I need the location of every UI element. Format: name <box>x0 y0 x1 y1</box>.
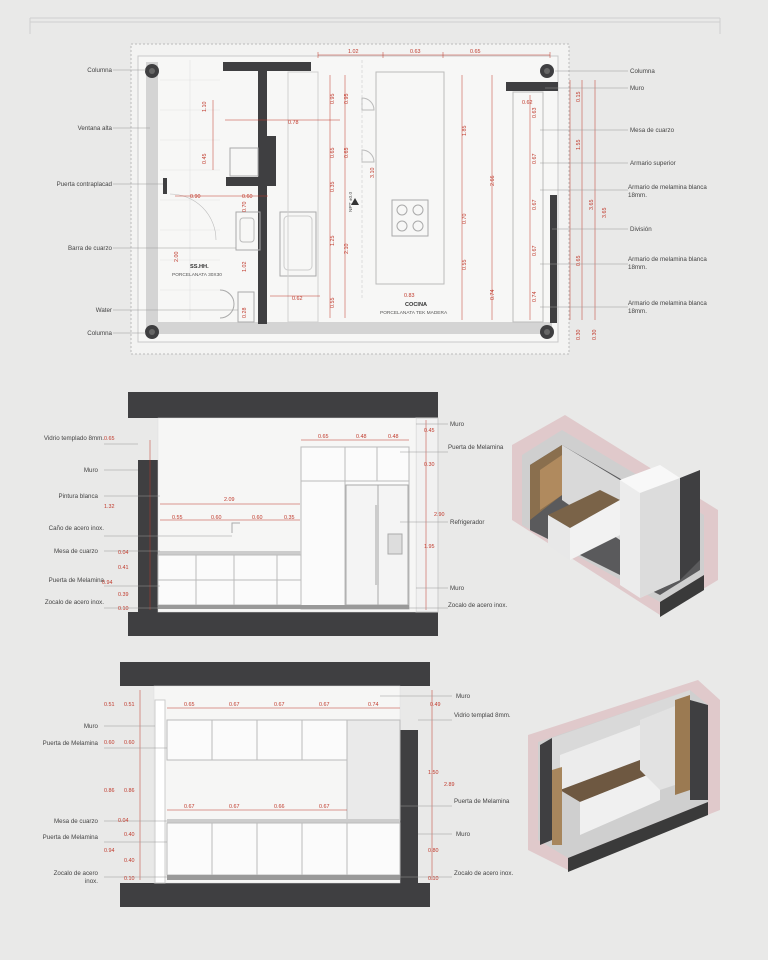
dim-label: 0.74 <box>490 289 496 300</box>
dim-label: 0.65 <box>330 147 336 158</box>
elev-label: Muro <box>83 467 98 474</box>
dim-label: 0.55 <box>462 259 468 270</box>
dim-label: 0.95 <box>330 93 336 104</box>
dim-label: 0.67 <box>274 702 285 708</box>
dim-label: 0.30 <box>424 462 435 468</box>
elevation-1 <box>104 392 448 636</box>
plan-labels-left <box>57 67 113 337</box>
dim-label: 0.70 <box>242 201 248 212</box>
elev-label: Puerta de Melamina <box>454 798 510 805</box>
dim-label: 0.48 <box>356 434 367 440</box>
elev-label: Muro <box>456 831 471 838</box>
dim-label: 2.66 <box>490 175 496 186</box>
dim-label: 0.04 <box>118 550 129 556</box>
dim-label: 1.10 <box>202 101 208 112</box>
dim-label: 0.48 <box>388 434 399 440</box>
dim-label: 0.40 <box>124 858 135 864</box>
dim-label: 0.60 <box>242 194 253 200</box>
plan-label: Ventana alta <box>77 125 112 132</box>
isometric-view-2 <box>528 680 720 872</box>
elevation-2 <box>104 662 452 907</box>
dim-label: 0.67 <box>184 804 195 810</box>
dim-label: 1.02 <box>242 261 248 272</box>
dim-label: 0.66 <box>274 804 285 810</box>
dim-label: 2.89 <box>444 782 455 788</box>
elev-label: Puerta de Melamina <box>448 444 504 451</box>
elev-label: Mesa de cuarzo <box>53 548 98 555</box>
elevation-2-labels-right <box>454 693 516 892</box>
dim-label: 1.95 <box>424 544 435 550</box>
elev-label: Puerta de Melamina <box>42 834 98 841</box>
plan-labels-right <box>628 68 708 322</box>
elevation-1-labels-left <box>30 435 104 621</box>
elev-label: Zocalo de acero inox. <box>454 870 514 877</box>
dim-label: 0.51 <box>124 702 135 708</box>
elev-label: Zocalo de acero inox. <box>448 602 508 609</box>
dim-label: 2.90 <box>434 512 445 518</box>
dim-label: 0.60 <box>104 740 115 746</box>
dim-label: 0.60 <box>124 740 135 746</box>
elev-label: Zocalo de acero inox. <box>44 599 104 606</box>
plan-label: Columna <box>87 330 112 337</box>
dim-label: 0.90 <box>190 194 201 200</box>
dim-label: 0.67 <box>229 702 240 708</box>
plan-label: Columna <box>630 68 655 75</box>
npt-label: NPT ±0.0 <box>349 191 354 212</box>
dim-label: 0.60 <box>252 515 263 521</box>
dim-label: 0.94 <box>104 848 115 854</box>
elev-label: Pintura blanca <box>58 493 98 500</box>
plan-label: División <box>630 226 652 233</box>
elev-label: Vidrio templado 8mm. <box>43 435 104 442</box>
elev-label: Mesa de cuarzo <box>53 818 98 825</box>
dim-label: 0.70 <box>462 213 468 224</box>
plan-label: Mesa de cuarzo <box>630 127 675 134</box>
kitchen-title: COCINA <box>405 302 428 308</box>
dim-label: 0.15 <box>576 91 582 102</box>
dim-label: 0.63 <box>410 49 421 55</box>
dim-label: 0.40 <box>124 832 135 838</box>
dim-label: 2.00 <box>174 251 180 262</box>
plan-label: Muro <box>630 85 645 92</box>
dim-label: 0.45 <box>202 153 208 164</box>
dim-label: 0.10 <box>124 876 135 882</box>
isometric-view-1 <box>512 415 718 617</box>
elev-label: Muro <box>450 421 465 428</box>
sheet-border <box>30 18 720 34</box>
dim-label: 0.65 <box>318 434 329 440</box>
dim-label: 0.65 <box>576 255 582 266</box>
dim-label: 0.83 <box>404 293 415 299</box>
plan-label: Armario de melamina blanca 18mm. <box>628 184 707 199</box>
dim-label: 3.65 <box>602 207 608 218</box>
plan-label: Barra de cuarzo <box>67 245 112 252</box>
dim-label: 1.02 <box>348 49 359 55</box>
dim-label: 0.86 <box>124 788 135 794</box>
plan-label: Columna <box>87 67 112 74</box>
dim-label: 0.60 <box>211 515 222 521</box>
dim-label: 0.55 <box>172 515 183 521</box>
elev-label: Muro <box>83 723 98 730</box>
dim-label: 0.80 <box>428 848 439 854</box>
dim-label: 0.28 <box>242 307 248 318</box>
dim-label: 1.25 <box>330 235 336 246</box>
dim-label: 3.10 <box>370 167 376 178</box>
dim-label: 0.35 <box>284 515 295 521</box>
dim-label: 0.65 <box>184 702 195 708</box>
plan-label: Armario de melamina blanca 18mm. <box>628 300 707 315</box>
dim-label: 0.67 <box>229 804 240 810</box>
dim-label: 0.95 <box>344 93 350 104</box>
dim-label: 0.86 <box>104 788 115 794</box>
dim-label: 0.67 <box>319 702 330 708</box>
dim-label: 1.32 <box>104 504 115 510</box>
bath-subtitle: PORCELANATA 30X30 <box>172 273 222 278</box>
elevation-2-labels-left <box>40 723 99 892</box>
dim-label: 0.65 <box>344 147 350 158</box>
dim-label: 0.74 <box>368 702 379 708</box>
elev-label: Refrigerador <box>450 519 485 526</box>
dim-label: 2.10 <box>344 243 350 254</box>
dim-label: 0.94 <box>102 580 113 586</box>
dim-label: 0.49 <box>430 702 441 708</box>
dim-label: 0.35 <box>330 181 336 192</box>
dim-label: 1.55 <box>576 139 582 150</box>
dim-label: 3.65 <box>589 199 595 210</box>
dim-label: 0.67 <box>532 153 538 164</box>
plan-label: Water <box>95 307 112 314</box>
elev-label: Muro <box>450 585 465 592</box>
dim-label: 0.39 <box>118 592 129 598</box>
dim-label: 0.78 <box>288 120 299 126</box>
dim-label: 0.67 <box>532 245 538 256</box>
dim-label: 0.45 <box>424 428 435 434</box>
dim-label: 0.10 <box>118 606 129 612</box>
dim-label: 0.65 <box>470 49 481 55</box>
dim-label: 0.65 <box>104 436 115 442</box>
dim-label: 0.67 <box>532 199 538 210</box>
dim-label: 0.55 <box>330 297 336 308</box>
dim-label: 2.09 <box>224 497 235 503</box>
elev-label: Muro <box>456 693 471 700</box>
dim-label: 0.51 <box>104 702 115 708</box>
dim-label: 0.67 <box>319 804 330 810</box>
dim-label: 0.62 <box>522 100 533 106</box>
kitchen-subtitle: PORCELANATA TEK MADERA <box>380 311 448 316</box>
dim-label: 0.63 <box>532 107 538 118</box>
elev-label: Caño de acero inox. <box>48 525 104 532</box>
plan-label: Armario de melamina blanca 18mm. <box>628 256 707 271</box>
elev-label: Vidrio templad 8mm. <box>454 712 511 719</box>
plan-label: Armario superior <box>630 160 676 167</box>
elevation-1-labels-right <box>448 421 518 624</box>
plan-label: Puerta contraplacad <box>56 181 112 188</box>
dim-label: 0.41 <box>118 565 129 571</box>
dim-label: 1.85 <box>462 125 468 136</box>
elev-label: Zocalo de acero inox. <box>53 870 98 885</box>
bath-title: SS.HH. <box>190 264 209 270</box>
dim-label: 0.04 <box>118 818 129 824</box>
dim-label: 0.74 <box>532 291 538 302</box>
dim-label: 0.30 <box>592 329 598 340</box>
dim-label: 0.62 <box>292 296 303 302</box>
dim-label: 1.50 <box>428 770 439 776</box>
dim-label: 0.10 <box>428 876 439 882</box>
elev-label: Puerta de Melamina <box>48 577 104 584</box>
elev-label: Puerta de Melamina <box>42 740 98 747</box>
dim-label: 0.30 <box>576 329 582 340</box>
